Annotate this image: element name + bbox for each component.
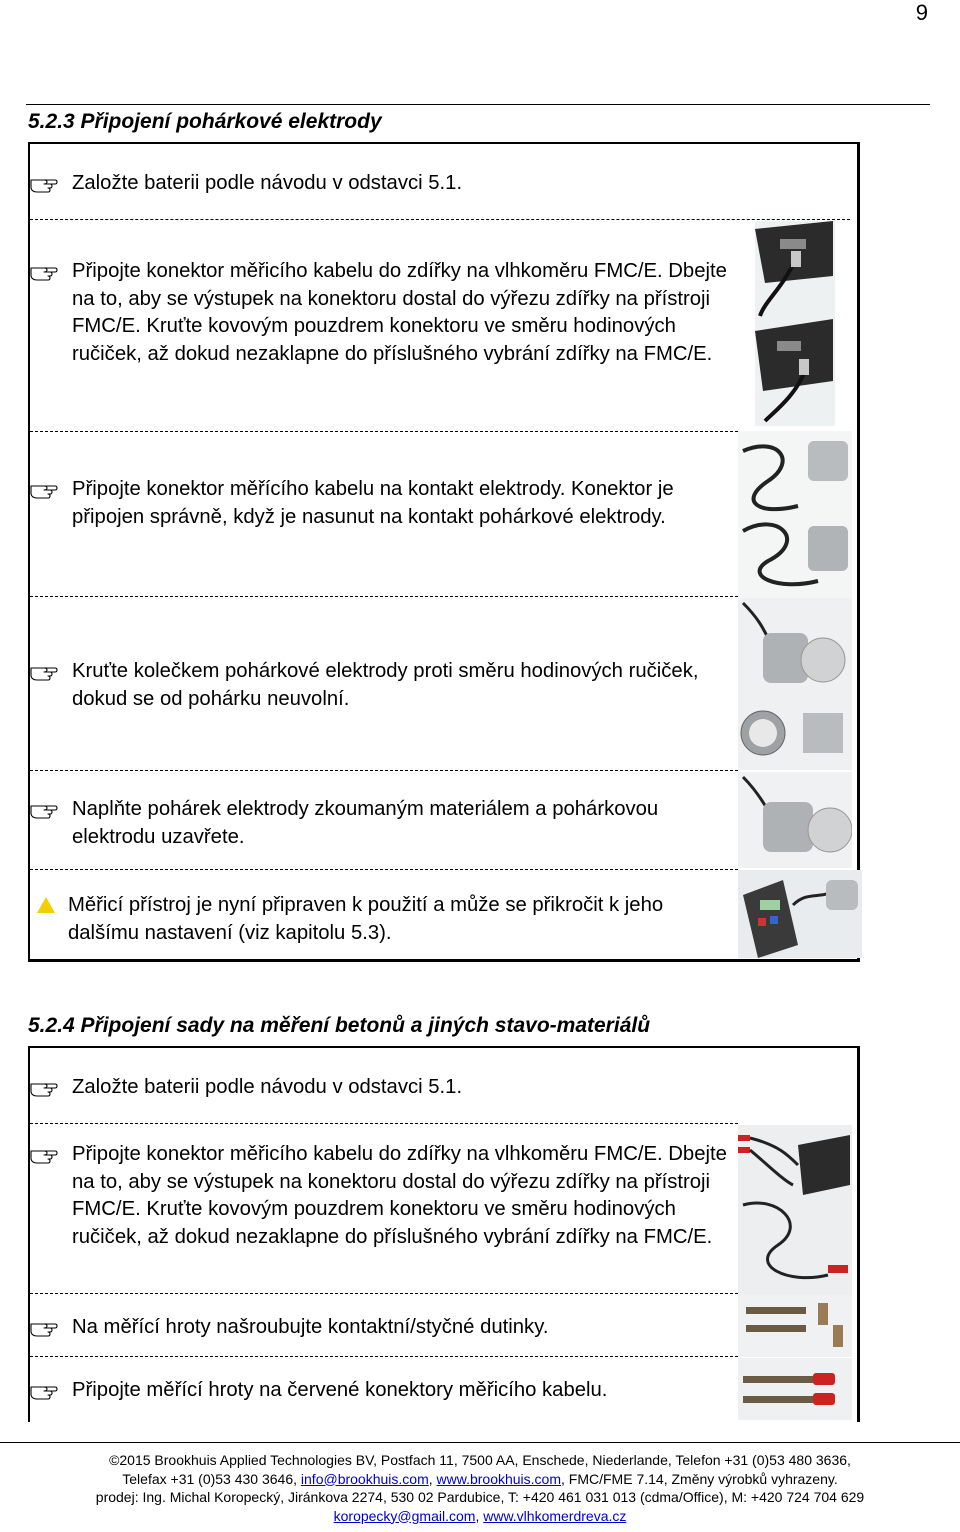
cable-electrode-photo: [738, 431, 852, 599]
footer-line-1: ©2015 Brookhuis Applied Technologies BV, Postfach 11, 7500 AA, Enschede, Niederlande, Telefon +31 (0)53 480 3636,: [109, 1452, 851, 1468]
divider: [30, 770, 738, 771]
website-link[interactable]: www.brookhuis.com: [436, 1470, 562, 1487]
email-link[interactable]: info@brookhuis.com: [300, 1470, 429, 1487]
meter-connector-photo: [755, 221, 835, 426]
cup-electrode-photo: [738, 598, 852, 770]
footer: [0, 1451, 960, 1525]
footer-line-4: koropecky@gmail.com, www.vlhkomerdreva.cz: [333, 1507, 627, 1524]
pointing-hand-icon: [30, 801, 58, 819]
pointing-hand-icon: [30, 481, 58, 499]
divider: [30, 219, 850, 220]
divider: [30, 596, 738, 597]
divider: [30, 1293, 738, 1294]
pointing-hand-icon: [30, 263, 58, 281]
page-number: 9: [915, 0, 928, 25]
pointing-hand-icon: [30, 1319, 58, 1337]
footer-rule: [0, 1442, 960, 1443]
pointing-hand-icon: [30, 663, 58, 681]
pointing-hand-icon: [30, 175, 58, 193]
ready-meter-photo: [738, 870, 862, 958]
divider: [30, 1356, 738, 1357]
warning-triangle-icon: [36, 896, 56, 914]
filled-cup-photo: [738, 772, 852, 868]
section-heading-524: 5.2.4 Připojení sady na měření betonů a jiných stavo-materiálů: [28, 1014, 651, 1037]
footer-line-3: prodej: Ing. Michal Koropecký, Jiránkova 2274, 530 02 Pardubice, T: +420 461 031 013 (cdma/Office), M: +420 724 704 629: [95, 1489, 865, 1505]
concrete-cable-photo: [738, 1125, 852, 1295]
website-link[interactable]: www.vlhkomerdreva.cz: [483, 1507, 627, 1524]
pointing-hand-icon: [30, 1079, 58, 1097]
divider: [30, 1123, 738, 1124]
footer-line-2: Telefax +31 (0)53 430 3646, info@brookhuis.com, www.brookhuis.com, FMC/FME 7.14, Změny výrobků vyhrazeny.: [122, 1470, 838, 1487]
section-heading-523: 5.2.3 Připojení pohárkové elektrody: [28, 110, 382, 133]
pointing-hand-icon: [30, 1382, 58, 1400]
email-link[interactable]: koropecky@gmail.com: [333, 1507, 476, 1524]
pointing-hand-icon: [30, 1146, 58, 1164]
contact-sleeves-photo: [738, 1295, 852, 1357]
divider: [30, 869, 738, 870]
red-connectors-photo: [738, 1358, 852, 1420]
divider: [30, 431, 738, 432]
header-rule: [26, 104, 930, 105]
